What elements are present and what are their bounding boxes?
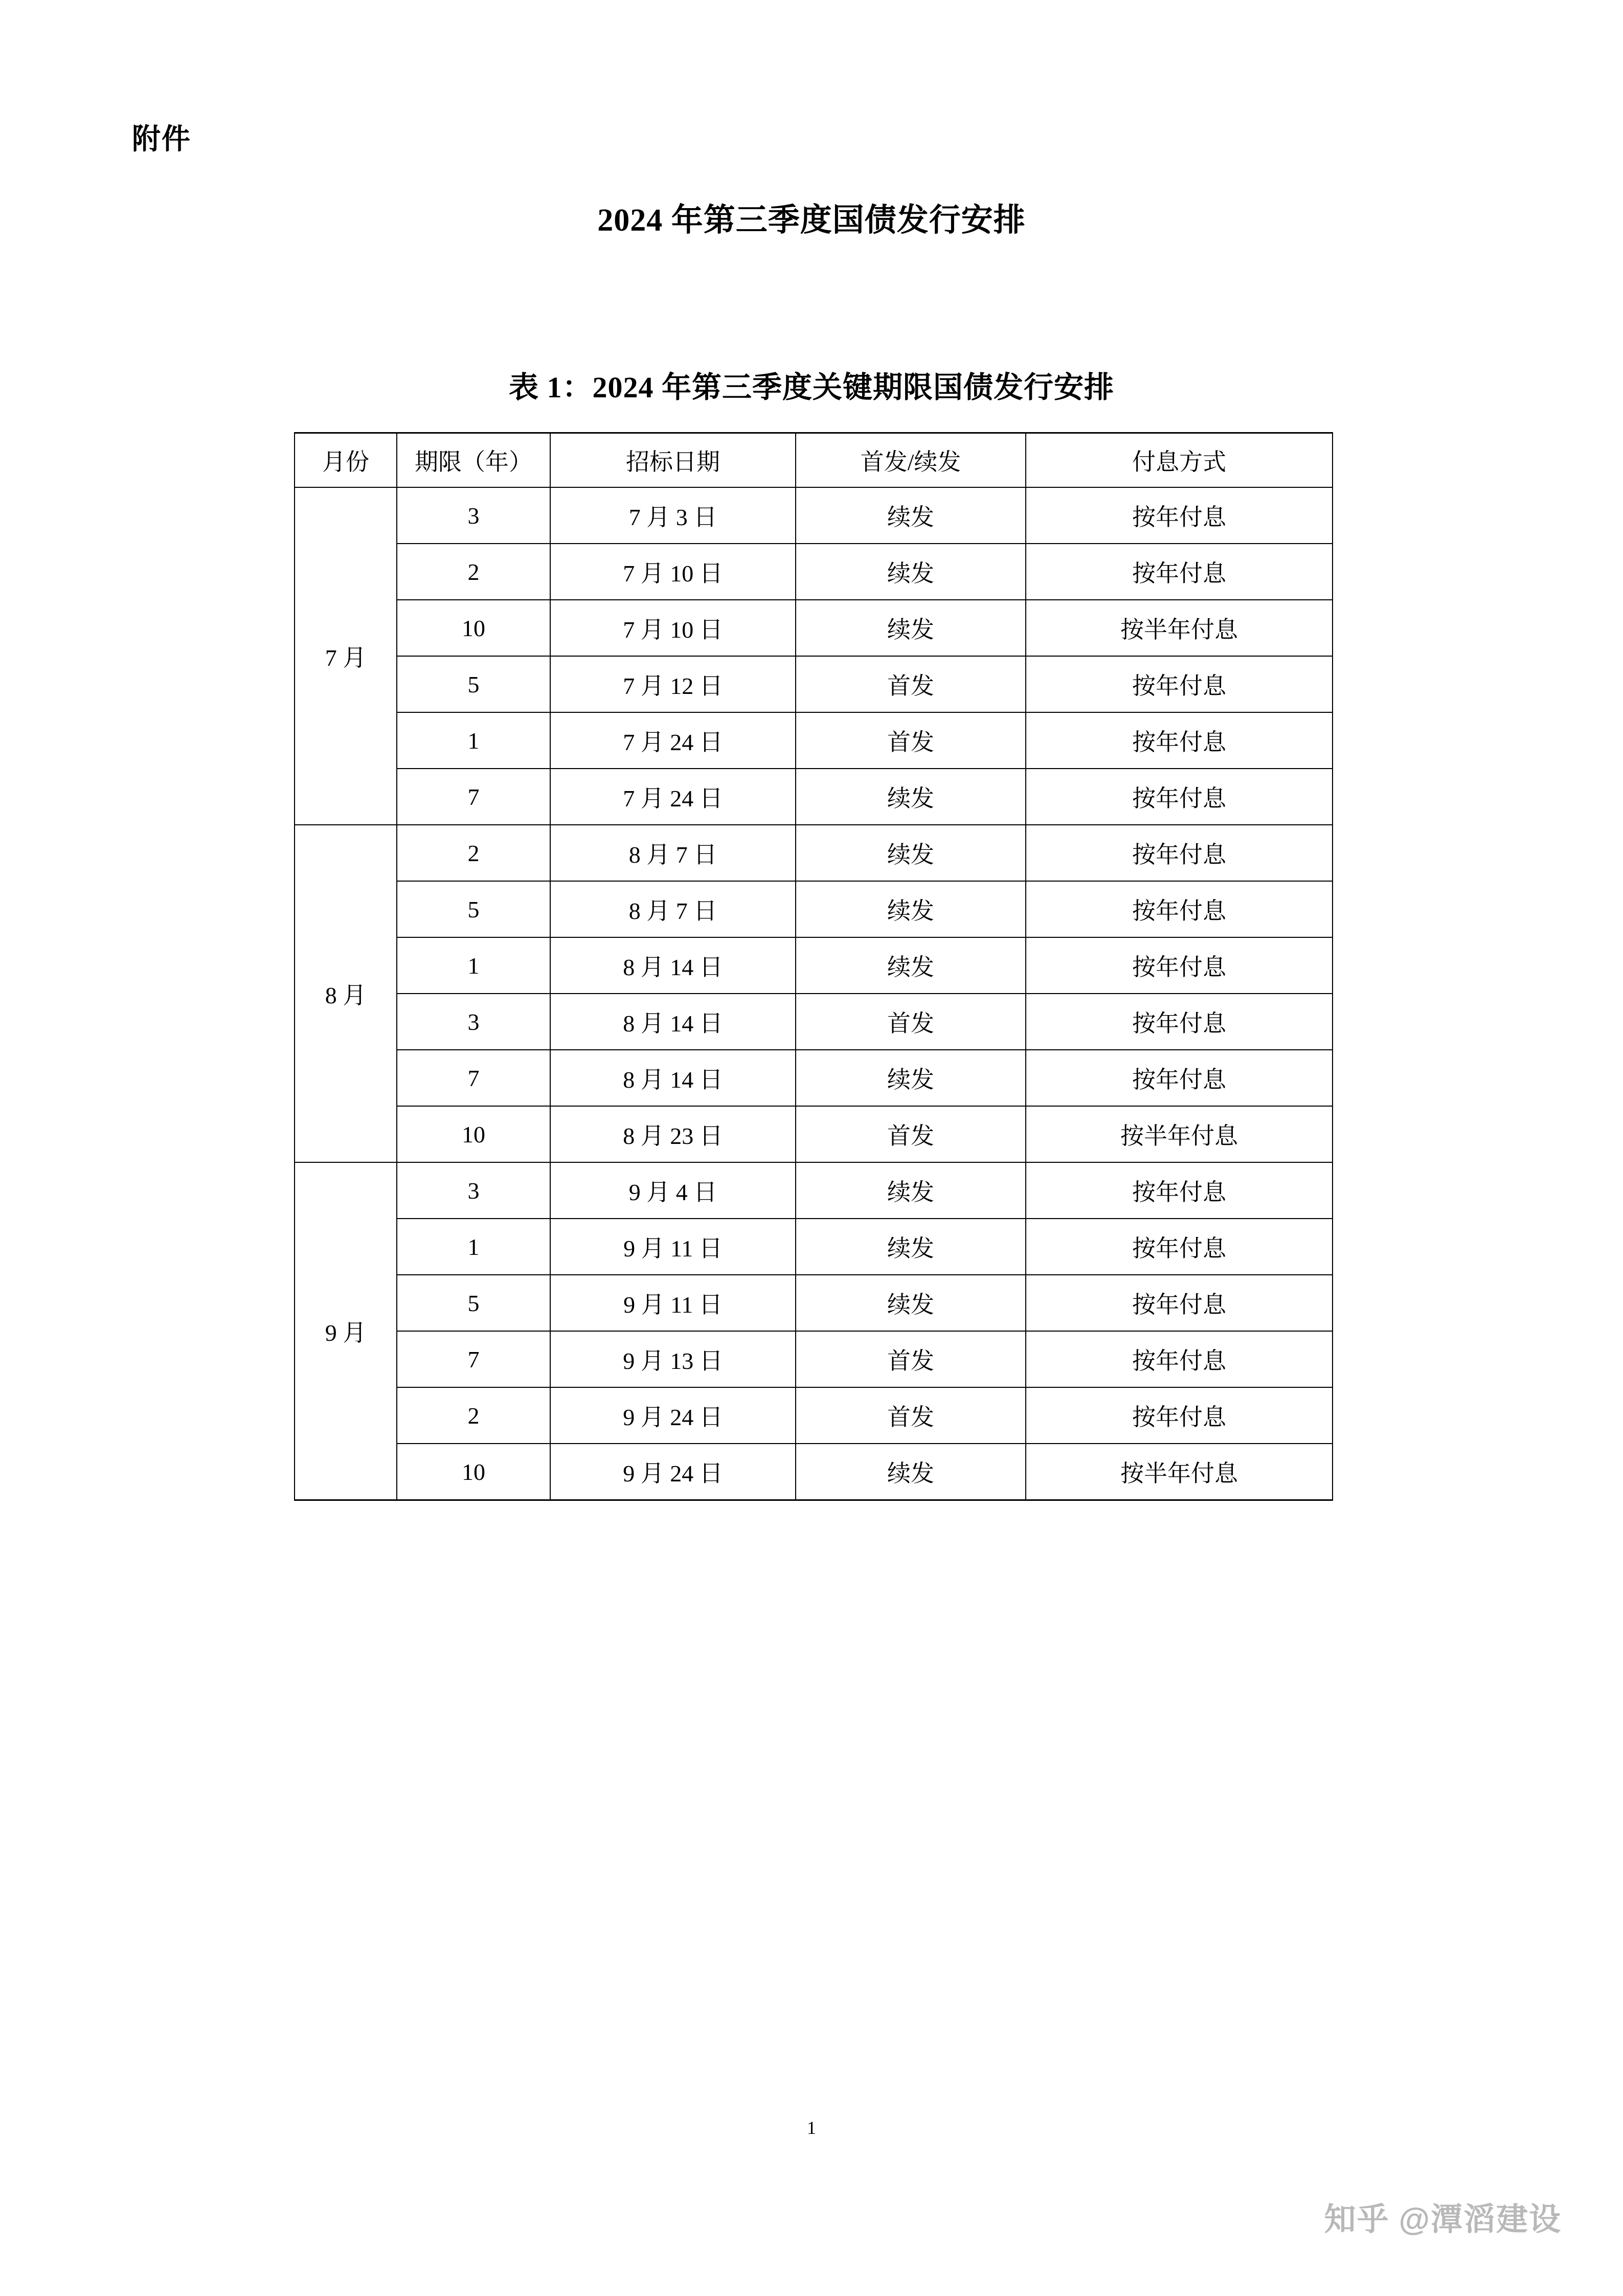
interest-method-cell: 按年付息 — [1026, 1387, 1333, 1444]
interest-method-cell: 按年付息 — [1026, 937, 1333, 994]
term-cell: 7 — [397, 769, 550, 825]
interest-method-cell: 按年付息 — [1026, 656, 1333, 712]
term-cell: 2 — [397, 1387, 550, 1444]
issue-type-cell: 续发 — [796, 600, 1026, 656]
column-header-term: 期限（年） — [397, 433, 550, 488]
bid-date-cell: 9 月 11 日 — [550, 1275, 796, 1331]
bid-date-cell: 7 月 10 日 — [550, 544, 796, 600]
table-row — [295, 487, 1333, 544]
watermark-username: @潭滔建设 — [1399, 2202, 1562, 2237]
column-header-bid-date: 招标日期 — [550, 433, 796, 488]
bid-date-cell: 8 月 14 日 — [550, 994, 796, 1050]
table-row — [295, 1387, 1333, 1444]
table-row — [295, 1219, 1333, 1275]
issue-type-cell: 首发 — [796, 1106, 1026, 1162]
bid-date-cell: 8 月 23 日 — [550, 1106, 796, 1162]
table-row — [295, 1331, 1333, 1387]
table-row — [295, 712, 1333, 769]
issue-type-cell: 续发 — [796, 1050, 1026, 1106]
interest-method-cell: 按年付息 — [1026, 769, 1333, 825]
issue-type-cell: 续发 — [796, 769, 1026, 825]
bid-date-cell: 9 月 24 日 — [550, 1387, 796, 1444]
column-header-month: 月份 — [295, 433, 397, 488]
column-header-issue-type: 首发/续发 — [796, 433, 1026, 488]
bond-issuance-table-wrapper — [294, 432, 1332, 1501]
interest-method-cell: 按半年付息 — [1026, 1106, 1333, 1162]
bid-date-cell: 8 月 7 日 — [550, 825, 796, 881]
month-cell-july: 7 月 — [295, 487, 397, 825]
table-row — [295, 769, 1333, 825]
month-cell-september: 9 月 — [295, 1162, 397, 1500]
table-header-row — [295, 433, 1333, 488]
zhihu-logo-icon: 知乎 — [1324, 2202, 1390, 2237]
issue-type-cell: 首发 — [796, 1387, 1026, 1444]
table-row — [295, 1162, 1333, 1219]
table-row — [295, 600, 1333, 656]
bid-date-cell: 8 月 14 日 — [550, 1050, 796, 1106]
issue-type-cell: 续发 — [796, 825, 1026, 881]
interest-method-cell: 按半年付息 — [1026, 1444, 1333, 1500]
interest-method-cell: 按年付息 — [1026, 712, 1333, 769]
term-cell: 1 — [397, 1219, 550, 1275]
interest-method-cell: 按年付息 — [1026, 544, 1333, 600]
issue-type-cell: 首发 — [796, 1331, 1026, 1387]
table-body — [295, 487, 1333, 1500]
issue-type-cell: 首发 — [796, 656, 1026, 712]
page-title: 2024 年第三季度国债发行安排 — [597, 203, 1026, 238]
issue-type-cell: 续发 — [796, 937, 1026, 994]
term-cell: 3 — [397, 487, 550, 544]
term-cell: 1 — [397, 937, 550, 994]
interest-method-cell: 按半年付息 — [1026, 600, 1333, 656]
attachment-label: 附件 — [132, 123, 191, 155]
term-cell: 10 — [397, 600, 550, 656]
term-cell: 2 — [397, 544, 550, 600]
term-cell: 5 — [397, 1275, 550, 1331]
interest-method-cell: 按年付息 — [1026, 1219, 1333, 1275]
interest-method-cell: 按年付息 — [1026, 994, 1333, 1050]
bid-date-cell: 9 月 4 日 — [550, 1162, 796, 1219]
table-row — [295, 544, 1333, 600]
issue-type-cell: 续发 — [796, 881, 1026, 937]
term-cell: 5 — [397, 656, 550, 712]
term-cell: 5 — [397, 881, 550, 937]
table-row — [295, 881, 1333, 937]
table-row — [295, 1050, 1333, 1106]
term-cell: 2 — [397, 825, 550, 881]
issue-type-cell: 续发 — [796, 1444, 1026, 1500]
table-row — [295, 937, 1333, 994]
table-caption: 表 1：2024 年第三季度关键期限国债发行安排 — [508, 371, 1114, 404]
term-cell: 10 — [397, 1444, 550, 1500]
table-row — [295, 656, 1333, 712]
interest-method-cell: 按年付息 — [1026, 1331, 1333, 1387]
interest-method-cell: 按年付息 — [1026, 881, 1333, 937]
table-header — [295, 433, 1333, 488]
watermark — [1324, 2194, 1562, 2239]
table-row — [295, 1275, 1333, 1331]
issue-type-cell: 续发 — [796, 544, 1026, 600]
bid-date-cell: 9 月 11 日 — [550, 1219, 796, 1275]
bid-date-cell: 7 月 12 日 — [550, 656, 796, 712]
bid-date-cell: 8 月 7 日 — [550, 881, 796, 937]
issue-type-cell: 首发 — [796, 712, 1026, 769]
interest-method-cell: 按年付息 — [1026, 825, 1333, 881]
bid-date-cell: 7 月 24 日 — [550, 769, 796, 825]
table-row — [295, 994, 1333, 1050]
interest-method-cell: 按年付息 — [1026, 1162, 1333, 1219]
interest-method-cell: 按年付息 — [1026, 1275, 1333, 1331]
bid-date-cell: 7 月 24 日 — [550, 712, 796, 769]
bond-issuance-table — [294, 432, 1333, 1501]
interest-method-cell: 按年付息 — [1026, 487, 1333, 544]
issue-type-cell: 续发 — [796, 487, 1026, 544]
bid-date-cell: 7 月 10 日 — [550, 600, 796, 656]
issue-type-cell: 续发 — [796, 1162, 1026, 1219]
bid-date-cell: 7 月 3 日 — [550, 487, 796, 544]
term-cell: 3 — [397, 994, 550, 1050]
interest-method-cell: 按年付息 — [1026, 1050, 1333, 1106]
bid-date-cell: 8 月 14 日 — [550, 937, 796, 994]
term-cell: 3 — [397, 1162, 550, 1219]
bid-date-cell: 9 月 13 日 — [550, 1331, 796, 1387]
issue-type-cell: 首发 — [796, 994, 1026, 1050]
month-cell-august: 8 月 — [295, 825, 397, 1162]
bid-date-cell: 9 月 24 日 — [550, 1444, 796, 1500]
page-number: 1 — [807, 2118, 816, 2138]
issue-type-cell: 续发 — [796, 1275, 1026, 1331]
table-row — [295, 1444, 1333, 1500]
term-cell: 7 — [397, 1331, 550, 1387]
term-cell: 1 — [397, 712, 550, 769]
issue-type-cell: 续发 — [796, 1219, 1026, 1275]
table-row — [295, 825, 1333, 881]
table-row — [295, 1106, 1333, 1162]
column-header-interest-method: 付息方式 — [1026, 433, 1333, 488]
term-cell: 10 — [397, 1106, 550, 1162]
term-cell: 7 — [397, 1050, 550, 1106]
